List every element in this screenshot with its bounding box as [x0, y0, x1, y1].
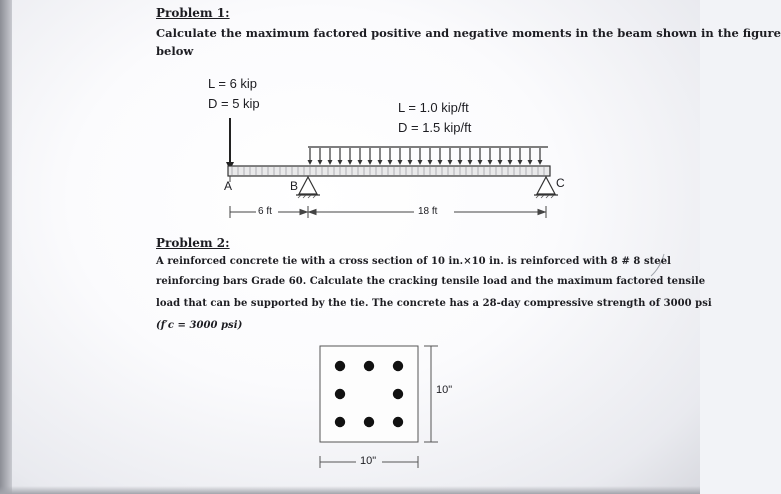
support-b-pin [296, 177, 320, 198]
tie-cross-section [320, 346, 418, 442]
udl-arrow-head [408, 160, 413, 165]
support-c-pin [534, 177, 558, 198]
udl-arrow-head [318, 160, 323, 165]
problem2-text-line4: (f′c = 3000 psi) [156, 320, 243, 331]
support-label-a: A [224, 179, 233, 193]
udl-arrow-head [498, 160, 503, 165]
rebar-bar [364, 417, 374, 427]
problem1-text-line1: Calculate the maximum factored positive and negative moments in the beam shown in the figure [156, 26, 781, 40]
udl-arrow-head [448, 160, 453, 165]
udl-arrow-group [308, 148, 543, 165]
point-load-arrow [226, 118, 234, 170]
udl-arrow-head [348, 160, 353, 165]
udl-arrow-head [488, 160, 493, 165]
dimension-left-span: 6 ft [258, 206, 272, 217]
problem1-title: Problem 1: [156, 6, 230, 20]
problem2-title: Problem 2: [156, 236, 230, 250]
udl-arrow-head [418, 160, 423, 165]
problem2-text-line1: A reinforced concrete tie with a cross section of 10 in.×10 in. is reinforced with 8 # 8 steel [156, 256, 671, 267]
rebar-bar [393, 417, 403, 427]
udl-arrow-head [358, 160, 363, 165]
udl-arrow-head [368, 160, 373, 165]
dimension-right-span: 18 ft [418, 206, 438, 217]
udl-arrow-head [328, 160, 333, 165]
udl-arrow-head [508, 160, 513, 165]
rebar-bar [393, 389, 403, 399]
udl-arrow-head [388, 160, 393, 165]
rebar-bar [393, 361, 403, 371]
udl-arrow-head [338, 160, 343, 165]
point-load-dead: D = 5 kip [208, 96, 260, 111]
problem1-text-line2: below [156, 44, 194, 58]
udl-arrow-head [468, 160, 473, 165]
udl-arrow-head [518, 160, 523, 165]
rebar-bar [335, 389, 345, 399]
rebar-bar [335, 417, 345, 427]
udl-arrow-head [378, 160, 383, 165]
span-dimension-line [230, 206, 546, 218]
distributed-load-dead: D = 1.5 kip/ft [398, 120, 472, 135]
udl-arrow-head [538, 160, 543, 165]
udl-arrow-head [528, 160, 533, 165]
point-load-live: L = 6 kip [208, 76, 258, 91]
udl-arrow-head [458, 160, 463, 165]
section-height-label: 10" [436, 384, 453, 396]
udl-arrow-head [398, 160, 403, 165]
rebar-bar [364, 361, 374, 371]
support-label-b: B [290, 179, 299, 193]
distributed-load-live: L = 1.0 kip/ft [398, 100, 469, 115]
section-width-label: 10" [360, 455, 377, 467]
support-label-c: C [556, 176, 565, 190]
problem2-text-line2: reinforcing bars Grade 60. Calculate the cracking tensile load and the maximum factored tensile [156, 276, 706, 287]
rebar-bar [335, 361, 345, 371]
problem2-text-line3: load that can be supported by the tie. The concrete has a 28-day compressive strength of 3000 psi [156, 298, 712, 309]
udl-arrow-head [478, 160, 483, 165]
udl-arrow-head [308, 160, 313, 165]
udl-arrow-head [428, 160, 433, 165]
udl-arrow-head [438, 160, 443, 165]
